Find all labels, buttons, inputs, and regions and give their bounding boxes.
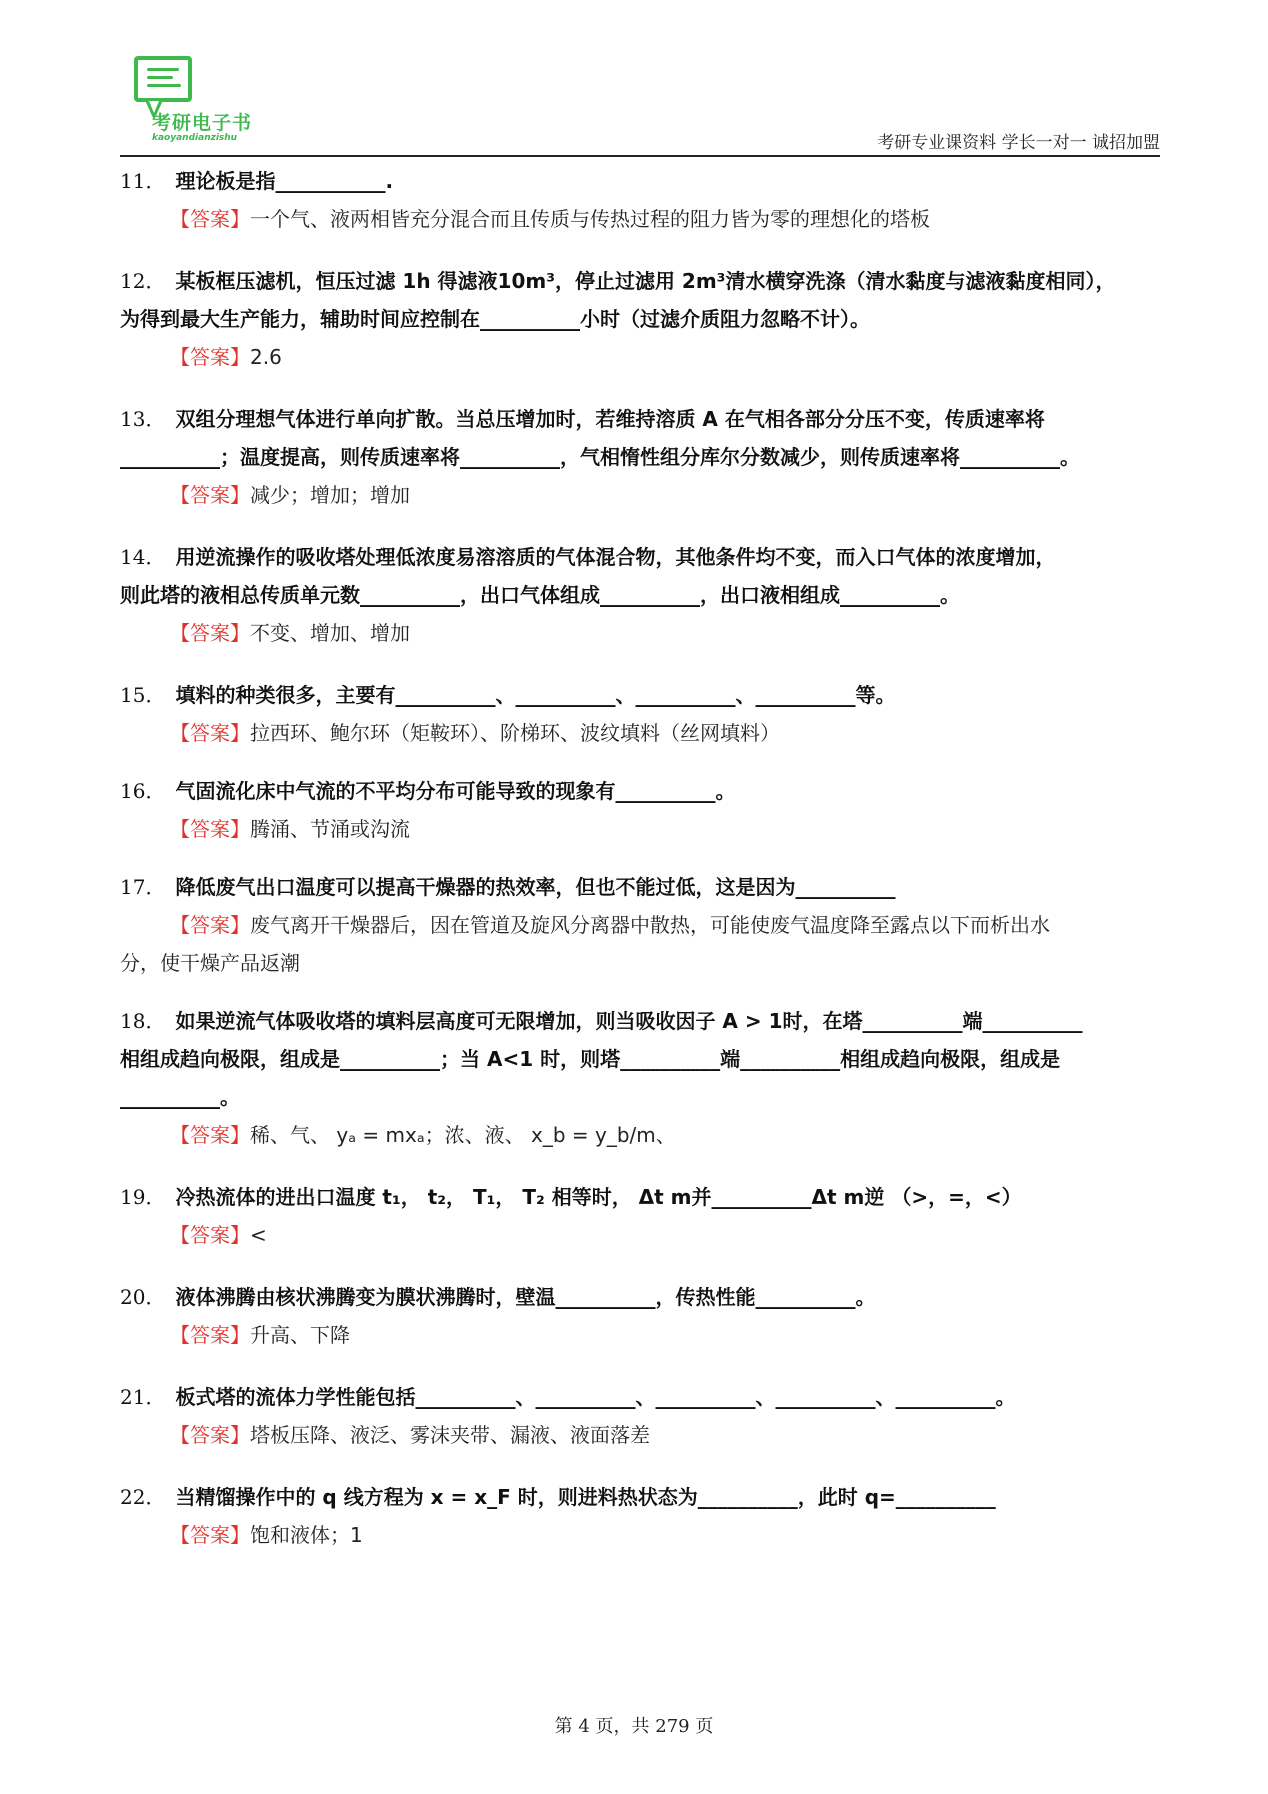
question-text: 17． 降低废气出口温度可以提高干燥器的热效率，但也不能过低，这是因为__________: [120, 875, 896, 899]
answer-tag: 【答案】: [170, 1323, 250, 1347]
answer-text: 【答案】2.6: [170, 345, 282, 369]
question-text-cont: 为得到最大生产能力，辅助时间应控制在__________小时（过滤介质阻力忽略不计）。: [120, 307, 870, 331]
question-item: [120, 1178, 1160, 1254]
question-item: [120, 1278, 1160, 1354]
question-text-cont: 相组成趋向极限，组成是__________；当 A<1 时，则塔__________端__________相组成趋向极限，组成是: [120, 1047, 1061, 1071]
question-text-cont: __________。: [120, 1085, 240, 1109]
answer-tag: 【答案】: [170, 1223, 250, 1247]
page-header: [120, 52, 1160, 158]
header-slogan: 考研专业课资料 学长一对一 诚招加盟: [877, 133, 1160, 153]
question-text-cont: __________；温度提高，则传质速率将__________，气相惰性组分库尔分数减少，则传质速率将__________。: [120, 445, 1080, 469]
question-text: 20． 液体沸腾由核状沸腾变为膜状沸腾时，壁温__________，传热性能__________。: [120, 1285, 876, 1309]
header-divider: [120, 155, 1160, 157]
question-item: [120, 772, 1160, 848]
question-item: [120, 1478, 1160, 1554]
question-text: 19． 冷热流体的进出口温度 t₁， t₂， T₁， T₂ 相等时， Δt m并__________Δt m逆 （>，=，<）: [120, 1185, 1022, 1209]
answer-tag: 【答案】: [170, 721, 250, 745]
answer-text: 【答案】减少；增加；增加: [170, 483, 410, 507]
question-text: 15． 填料的种类很多，主要有__________、__________、__________、__________等。: [120, 683, 896, 707]
answer-text: 【答案】升高、下降: [170, 1323, 350, 1347]
book-icon: [134, 56, 192, 102]
answer-tag: 【答案】: [170, 621, 250, 645]
question-item: [120, 262, 1160, 376]
answer-text: 【答案】拉西环、鲍尔环（矩鞍环）、阶梯环、波纹填料（丝网填料）: [170, 721, 780, 745]
question-item: [120, 868, 1160, 982]
answer-text: 【答案】不变、增加、增加: [170, 621, 410, 645]
answer-tag: 【答案】: [170, 817, 250, 841]
question-list: [120, 162, 1160, 1578]
answer-text: 【答案】一个气、液两相皆充分混合而且传质与传热过程的阻力皆为零的理想化的塔板: [170, 207, 930, 231]
answer-text-cont: 分，使干燥产品返潮: [120, 951, 300, 975]
logo-subtext: kaoyandianzishu: [152, 133, 238, 143]
answer-tag: 【答案】: [170, 345, 250, 369]
logo-text: 考研电子书: [152, 112, 253, 134]
question-item: [120, 162, 1160, 238]
brand-logo: [134, 52, 274, 148]
question-item: [120, 538, 1160, 652]
answer-text: 【答案】塔板压降、液泛、雾沫夹带、漏液、液面落差: [170, 1423, 650, 1447]
answer-text: 【答案】腾涌、节涌或沟流: [170, 817, 410, 841]
question-item: [120, 400, 1160, 514]
answer-text: 【答案】稀、气、 yₐ = mxₐ；浓、液、 x_b = y_b/m、: [170, 1123, 676, 1147]
question-text: 18． 如果逆流气体吸收塔的填料层高度可无限增加，则当吸收因子 A > 1时，在塔__________端__________: [120, 1009, 1083, 1033]
question-text-cont: 则此塔的液相总传质单元数__________，出口气体组成__________，出口液相组成__________。: [120, 583, 960, 607]
question-item: [120, 1002, 1160, 1154]
answer-text: 【答案】饱和液体；1: [170, 1523, 363, 1547]
answer-tag: 【答案】: [170, 913, 250, 937]
answer-tag: 【答案】: [170, 1523, 250, 1547]
question-text: 16． 气固流化床中气流的不平均分布可能导致的现象有__________。: [120, 779, 736, 803]
question-text: 14． 用逆流操作的吸收塔处理低浓度易溶溶质的气体混合物，其他条件均不变，而入口气体的浓度增加，: [120, 545, 1056, 569]
question-item: [120, 1378, 1160, 1454]
answer-tag: 【答案】: [170, 1123, 250, 1147]
answer-text: 【答案】<: [170, 1223, 267, 1247]
question-item: [120, 676, 1160, 752]
question-text: 11． 理论板是指___________.: [120, 169, 394, 193]
answer-tag: 【答案】: [170, 483, 250, 507]
answer-text: 【答案】废气离开干燥器后，因在管道及旋风分离器中散热，可能使废气温度降至露点以下而析出水: [170, 913, 1050, 937]
question-text: 12． 某板框压滤机，恒压过滤 1h 得滤液10m³，停止过滤用 2m³清水横穿洗涤（清水黏度与滤液黏度相同），: [120, 269, 1116, 293]
question-text: 13． 双组分理想气体进行单向扩散。当总压增加时，若维持溶质 A 在气相各部分分压不变，传质速率将: [120, 407, 1045, 431]
question-text: 22． 当精馏操作中的 q 线方程为 x = x_F 时，则进料热状态为__________，此时 q=__________: [120, 1485, 996, 1509]
answer-tag: 【答案】: [170, 207, 250, 231]
question-text: 21． 板式塔的流体力学性能包括__________、__________、__________、__________、__________。: [120, 1385, 1016, 1409]
answer-tag: 【答案】: [170, 1423, 250, 1447]
page-number: 第 4 页，共 279 页: [554, 1716, 714, 1737]
